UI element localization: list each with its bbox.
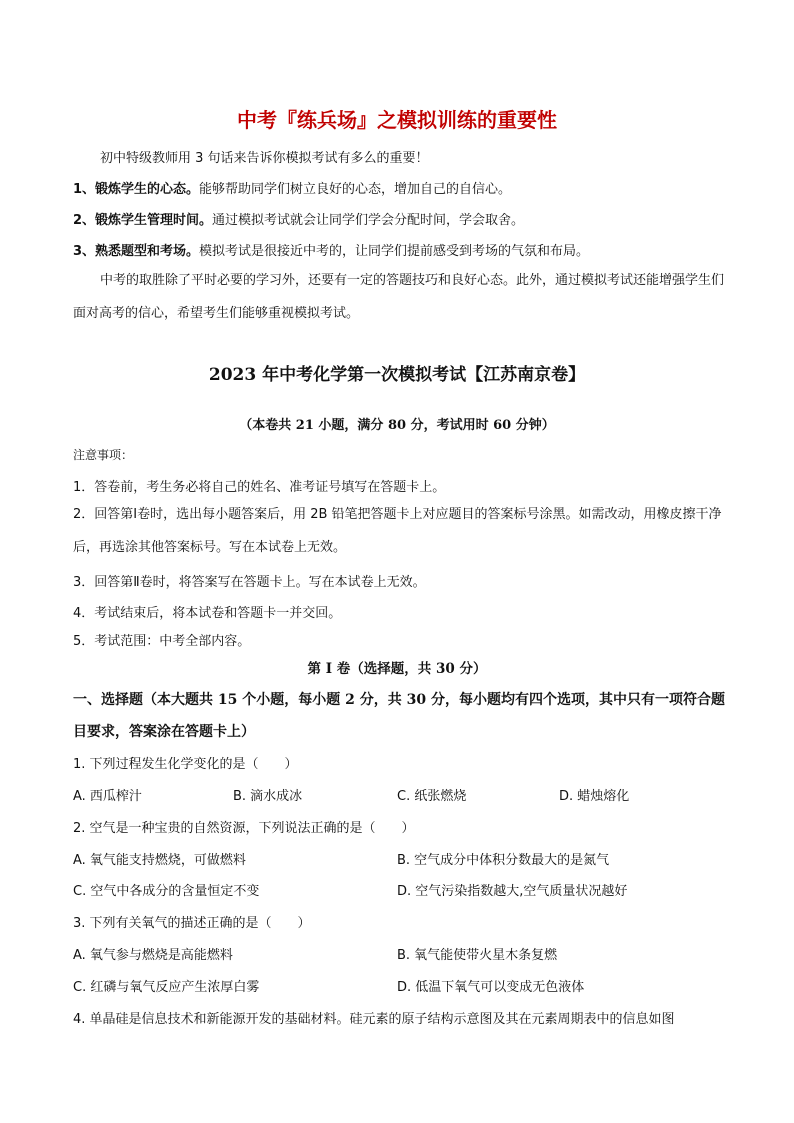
answer-option: A. 氧气能支持燃烧，可做燃料	[73, 853, 246, 868]
point-lead: 2、锻炼学生管理时间。	[73, 213, 213, 228]
notice-heading: 注意事项：	[73, 448, 134, 462]
answer-option: D. 低温下氧气可以变成无色液体	[397, 980, 585, 995]
question-stem: 3. 下列有关氧气的描述正确的是（ ）	[73, 916, 311, 931]
point-3	[73, 240, 589, 259]
question-stem: 1. 下列过程发生化学变化的是（ ）	[73, 757, 298, 772]
exam-subtitle: （本卷共 21 小题，满分 80 分，考试用时 60 分钟）	[239, 418, 555, 433]
answer-option: A. 氧气参与燃烧是高能燃料	[73, 948, 233, 963]
section-title: 第 I 卷（选择题，共 30 分）	[307, 661, 487, 677]
closing-paragraph: 中考的取胜除了平时必要的学习外，还要有一定的答题技巧和良好心态。此外，通过模拟考试还能增强学生们面对高考的信心，希望考生们能够重视模拟考试。	[73, 273, 725, 321]
notice-item: 1．答卷前，考生务必将自己的姓名、准考证号填写在答题卡上。	[73, 480, 446, 495]
page-title: 中考『练兵场』之模拟训练的重要性	[237, 108, 557, 132]
answer-option: A. 西瓜榨汁	[73, 789, 142, 804]
point-lead: 1、锻炼学生的心态。	[73, 182, 200, 197]
intro-text: 初中特级教师用 3 句话来告诉你模拟考试有多么的重要！	[100, 151, 429, 166]
section-heading: 一、选择题（本大题共 15 个小题，每小题 2 分，共 30 分，每小题均有四个选项，其中只有一项符合题目要求，答案涂在答题卡上）	[73, 692, 725, 740]
point-2	[73, 209, 524, 228]
point-text: 模拟考试是很接近中考的，让同学们提前感受到考场的气氛和布局。	[199, 244, 590, 259]
notice-item: 4．考试结束后，将本试卷和答题卡一并交回。	[73, 606, 342, 621]
notice-item: 5．考试范围：中考全部内容。	[73, 634, 251, 649]
answer-option: C. 红磷与氧气反应产生浓厚白雾	[73, 980, 260, 995]
answer-option: B. 氧气能使带火星木条复燃	[397, 948, 558, 963]
answer-option: D. 空气污染指数越大,空气质量状况越好	[397, 884, 628, 899]
question-stem: 2. 空气是一种宝贵的自然资源，下列说法正确的是（ ）	[73, 821, 415, 836]
point-text: 能够帮助同学们树立良好的心态，增加自己的自信心。	[199, 182, 512, 197]
notice-item: 3．回答第Ⅱ卷时，将答案写在答题卡上。写在本试卷上无效。	[73, 575, 426, 590]
point-text: 通过模拟考试就会让同学们学会分配时间，学会取舍。	[212, 213, 525, 228]
notice-item: 2．回答第Ⅰ卷时，选出每小题答案后，用 2B 铅笔把答题卡上对应题目的答案标号涂黑。如需改动，用橡皮擦干净后，再选涂其他答案标号。写在本试卷上无效。	[73, 507, 722, 555]
question-stem: 4. 单晶硅是信息技术和新能源开发的基础材料。硅元素的原子结构示意图及其在元素周期表中的信息如图	[73, 1012, 675, 1027]
exam-title: 2023 年中考化学第一次模拟考试【江苏南京卷】	[208, 365, 586, 385]
answer-option: B. 空气成分中体积分数最大的是氮气	[397, 853, 610, 868]
answer-option: C. 空气中各成分的含量恒定不变	[73, 884, 260, 899]
point-1	[73, 178, 511, 197]
answer-option: B. 滴水成冰	[233, 789, 303, 804]
answer-option: D. 蜡烛熔化	[559, 789, 630, 804]
point-lead: 3、熟悉题型和考场。	[73, 244, 200, 259]
answer-option: C. 纸张燃烧	[397, 789, 467, 804]
